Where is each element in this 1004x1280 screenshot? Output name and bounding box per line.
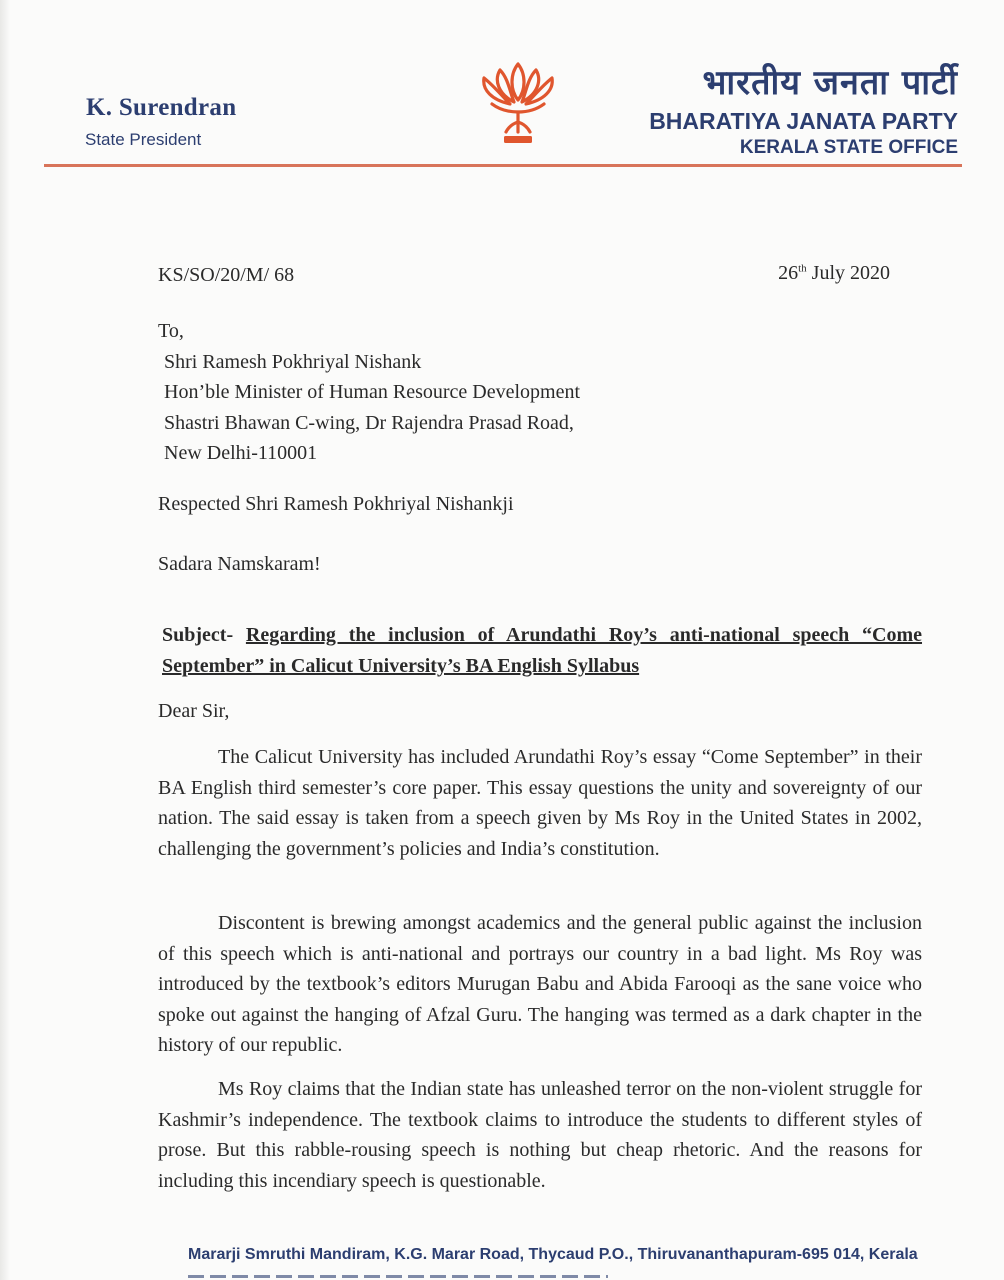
- footer-address: Mararji Smruthi Mandiram, K.G. Marar Road, Thycaud P.O., Thiruvananthapuram-695 014, Kerala: [188, 1246, 918, 1263]
- date-day: 26: [778, 262, 799, 284]
- party-name-english: BHARATIYA JANATA PARTY: [649, 108, 958, 134]
- date-suffix: th: [798, 262, 807, 275]
- party-office: KERALA STATE OFFICE: [739, 137, 958, 158]
- letter-date: [778, 262, 890, 285]
- body-paragraph: The Calicut University has included Arundathi Roy’s essay “Come September” in their BA English third semester’s core paper. This essay questions the unity and sovereignty of our nation. The said essay is taken from a speech given by Ms Roy in the United States in 2002, challenging the government’s policies and India’s constitution.: [158, 746, 922, 860]
- lotus-icon: [470, 56, 566, 152]
- recipient-line: Shastri Bhawan C-wing, Dr Rajendra Prasad Road,: [164, 411, 574, 434]
- date-month-year: July 2020: [806, 262, 890, 284]
- to-label: To,: [158, 320, 184, 342]
- page-edge-shadow: [0, 0, 10, 1280]
- header-divider: [44, 164, 962, 167]
- subject-line: [162, 620, 922, 682]
- dear-sir: Dear Sir,: [158, 700, 230, 722]
- greeting: Sadara Namskaram!: [158, 553, 321, 575]
- subject-label: Subject-: [162, 624, 234, 646]
- recipient-line: Shri Ramesh Pokhriyal Nishank: [164, 350, 422, 373]
- body-paragraph: Ms Roy claims that the Indian state has unleashed terror on the non-violent struggle for Kashmir’s independence. The textbook claims to introduce the students to different styles of prose. But this rabble-rousing speech is nothing but cheap rhetoric. And the reasons for including this incendiary speech is questionable.: [158, 1078, 922, 1192]
- recipient-line: Hon’ble Minister of Human Resource Development: [164, 381, 581, 403]
- subject-text: Regarding the inclusion of Arundathi Roy’s anti-national speech “Come September” in Calicut University’s BA English Syllabus: [162, 624, 923, 677]
- party-name-hindi: भारतीय जनता पार्टी: [702, 63, 958, 103]
- sender-name: K. Surendran: [86, 94, 237, 121]
- body-paragraph: Discontent is brewing amongst academics and the general public against the inclusion of this speech which is anti-national and portrays our country in a bad light. Ms Roy was introduced by the textbook’s editors Murugan Babu and Abida Farooqi as the sane voice who spoke out against the hanging of Afzal Guru. The hanging was termed as a dark chapter in the history of our republic.: [158, 912, 922, 1056]
- recipient-address: [158, 316, 580, 469]
- reference-number: KS/SO/20/M/ 68: [158, 264, 295, 286]
- recipient-line: New Delhi-110001: [164, 442, 318, 464]
- sender-title: State President: [85, 130, 202, 149]
- salutation: Respected Shri Ramesh Pokhriyal Nishankji: [158, 493, 514, 515]
- footer-cutoff-line: [188, 1270, 608, 1280]
